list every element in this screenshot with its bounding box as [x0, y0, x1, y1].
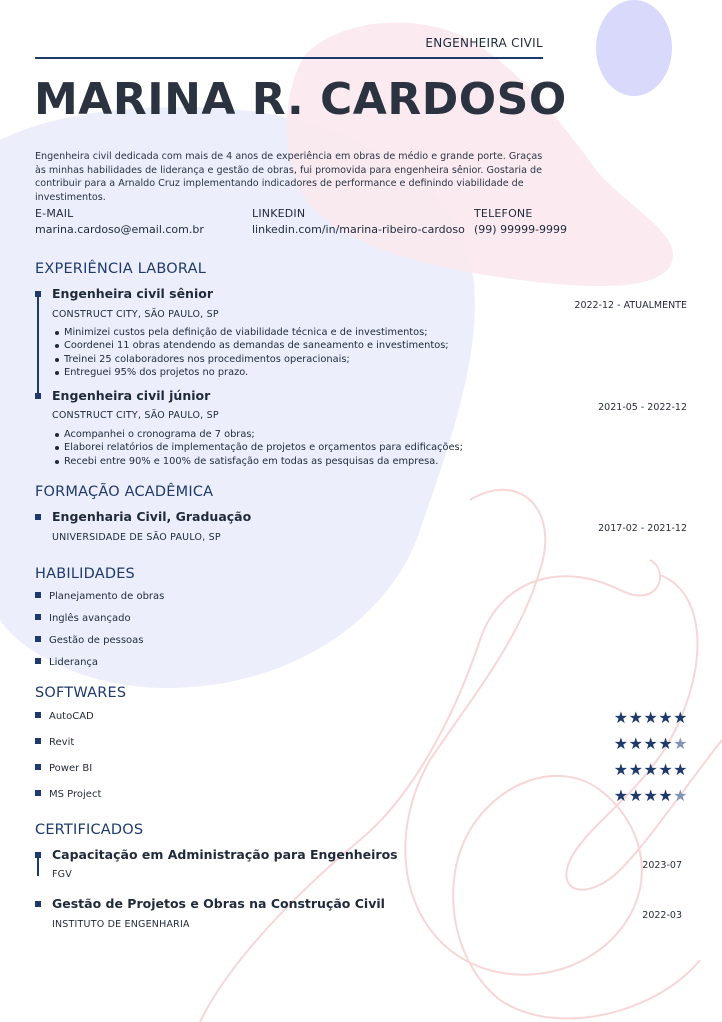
achievement-item: Coordenei 11 obras atendendo as demandas de saneamento e investimentos;	[64, 340, 449, 352]
achievement-item: Minimizei custos pela definição de viabilidade técnica e de investimentos;	[64, 326, 449, 339]
software-label: Revit	[49, 737, 75, 748]
job-title: Engenheira civil sênior	[52, 286, 213, 301]
achievement-item: Recebi entre 90% e 100% de satisfação em todas as pesquisas da empresa.	[64, 455, 463, 468]
star-filled-icon: ★	[643, 786, 659, 805]
star-filled-icon: ★	[658, 786, 674, 805]
star-filled-icon: ★	[643, 708, 659, 727]
skill-item	[35, 657, 98, 668]
software-rating	[614, 762, 688, 778]
skill-label: Inglês avançado	[49, 613, 131, 624]
contact-phone	[474, 207, 567, 236]
timeline-marker	[35, 852, 41, 858]
skill-item	[35, 635, 144, 646]
skill-item	[35, 591, 164, 602]
software-item	[35, 789, 101, 800]
contact-linkedin	[252, 207, 465, 236]
star-filled-icon: ★	[658, 708, 674, 727]
skill-label: Planejamento de obras	[49, 591, 165, 602]
contact-phone-value: (99) 99999-9999	[474, 223, 568, 236]
certificate-title: Gestão de Projetos e Obras na Construção Civil	[52, 896, 385, 911]
contact-linkedin-value[interactable]: linkedin.com/in/marina-ribeiro-cardoso	[252, 223, 465, 236]
candidate-name: MARINA R. CARDOSO	[34, 74, 567, 125]
certificate-title: Capacitação em Administração para Engenheiros	[52, 847, 398, 862]
achievement-item: Elaborei relatórios de implementação de projetos e orçamentos para edificações;	[64, 442, 463, 454]
achievement-item: Entreguei 95% dos projetos no prazo.	[64, 366, 449, 379]
contact-email	[35, 207, 204, 236]
star-filled-icon: ★	[628, 708, 644, 727]
degree-title: Engenharia Civil, Graduação	[52, 509, 252, 524]
certificate-issuer: INSTITUTO DE ENGENHARIA	[52, 919, 190, 930]
contact-email-value[interactable]: marina.cardoso@email.com.br	[35, 223, 204, 236]
job-dates: 2021-05 - 2022-12	[598, 402, 687, 413]
section-heading-skills: HABILIDADES	[35, 566, 135, 582]
star-filled-icon: ★	[613, 760, 629, 779]
job-role-title: ENGENHEIRA CIVIL	[425, 36, 543, 50]
software-rating	[614, 788, 688, 804]
timeline-marker	[35, 291, 41, 297]
star-filled-icon: ★	[628, 734, 644, 753]
school-name: UNIVERSIDADE DE SÃO PAULO, SP	[52, 532, 221, 543]
certificate-issuer: FGV	[52, 869, 72, 880]
star-filled-icon: ★	[643, 760, 659, 779]
bullet-square	[35, 592, 41, 598]
software-label: Power BI	[49, 763, 93, 774]
timeline-marker	[35, 901, 41, 907]
software-item	[35, 737, 74, 748]
software-rating	[614, 710, 688, 726]
star-filled-icon: ★	[658, 734, 674, 753]
education-dates: 2017-02 - 2021-12	[598, 523, 687, 534]
star-filled-icon: ★	[613, 708, 629, 727]
job-achievements	[64, 326, 449, 379]
software-label: AutoCAD	[49, 711, 94, 722]
star-filled-icon: ★	[628, 786, 644, 805]
section-heading-education: FORMAÇÃO ACADÊMICA	[35, 484, 214, 500]
star-filled-icon: ★	[658, 760, 674, 779]
software-item	[35, 711, 94, 722]
software-rating	[614, 736, 688, 752]
skill-label: Liderança	[49, 657, 99, 668]
certificate-date: 2023-07	[642, 860, 682, 871]
star-filled-icon: ★	[613, 734, 629, 753]
software-item	[35, 763, 92, 774]
job-company: CONSTRUCT CITY, SÃO PAULO, SP	[52, 309, 219, 320]
bullet-square	[35, 790, 41, 796]
star-filled-icon: ★	[673, 760, 688, 779]
swirl-line-3	[566, 575, 722, 890]
star-empty-icon: ★	[673, 734, 688, 753]
job-title: Engenheira civil júnior	[52, 388, 211, 403]
timeline-marker	[35, 514, 41, 520]
bullet-square	[35, 712, 41, 718]
software-label: MS Project	[49, 789, 102, 800]
contact-email-label: E-MAIL	[35, 207, 74, 220]
star-filled-icon: ★	[613, 786, 629, 805]
skill-label: Gestão de pessoas	[49, 635, 144, 646]
job-company: CONSTRUCT CITY, SÃO PAULO, SP	[52, 410, 219, 421]
profile-summary: Engenheira civil dedicada com mais de 4 anos de experiência em obras de médio e grande porte. Graças às minhas habilidades de liderança e gestão de obras, fui promovida para engenheira sênior. Gostaria de contribuir para a Arnaldo Cruz implementando indicadores de performance e definindo viabilidade de investimentos.	[35, 151, 543, 203]
star-empty-icon: ★	[673, 786, 688, 805]
bullet-square	[35, 738, 41, 744]
section-heading-experience: EXPERIÊNCIA LABORAL	[35, 261, 207, 277]
star-filled-icon: ★	[643, 734, 659, 753]
contact-linkedin-label: LINKEDIN	[252, 207, 306, 220]
violet-blob	[596, 0, 672, 96]
bullet-square	[35, 636, 41, 642]
section-heading-certificates: CERTIFICADOS	[35, 822, 144, 838]
star-filled-icon: ★	[628, 760, 644, 779]
job-dates: 2022-12 - ATUALMENTE	[574, 300, 687, 311]
swirl-line-2	[453, 776, 700, 1019]
section-heading-software: SOFTWARES	[35, 685, 127, 701]
achievement-item: Treinei 25 colaboradores nos procedimentos operacionais;	[64, 353, 449, 366]
timeline-marker	[35, 393, 41, 399]
bullet-square	[35, 658, 41, 664]
certificate-date: 2022-03	[642, 910, 682, 921]
contact-phone-label: TELEFONE	[474, 207, 533, 220]
header-divider	[35, 57, 543, 59]
bullet-square	[35, 614, 41, 620]
bullet-square	[35, 764, 41, 770]
job-achievements	[64, 428, 463, 468]
star-filled-icon: ★	[673, 708, 688, 727]
experience-timeline-line	[37, 291, 39, 396]
achievement-item: Acompanhei o cronograma de 7 obras;	[64, 428, 463, 441]
skill-item	[35, 613, 131, 624]
